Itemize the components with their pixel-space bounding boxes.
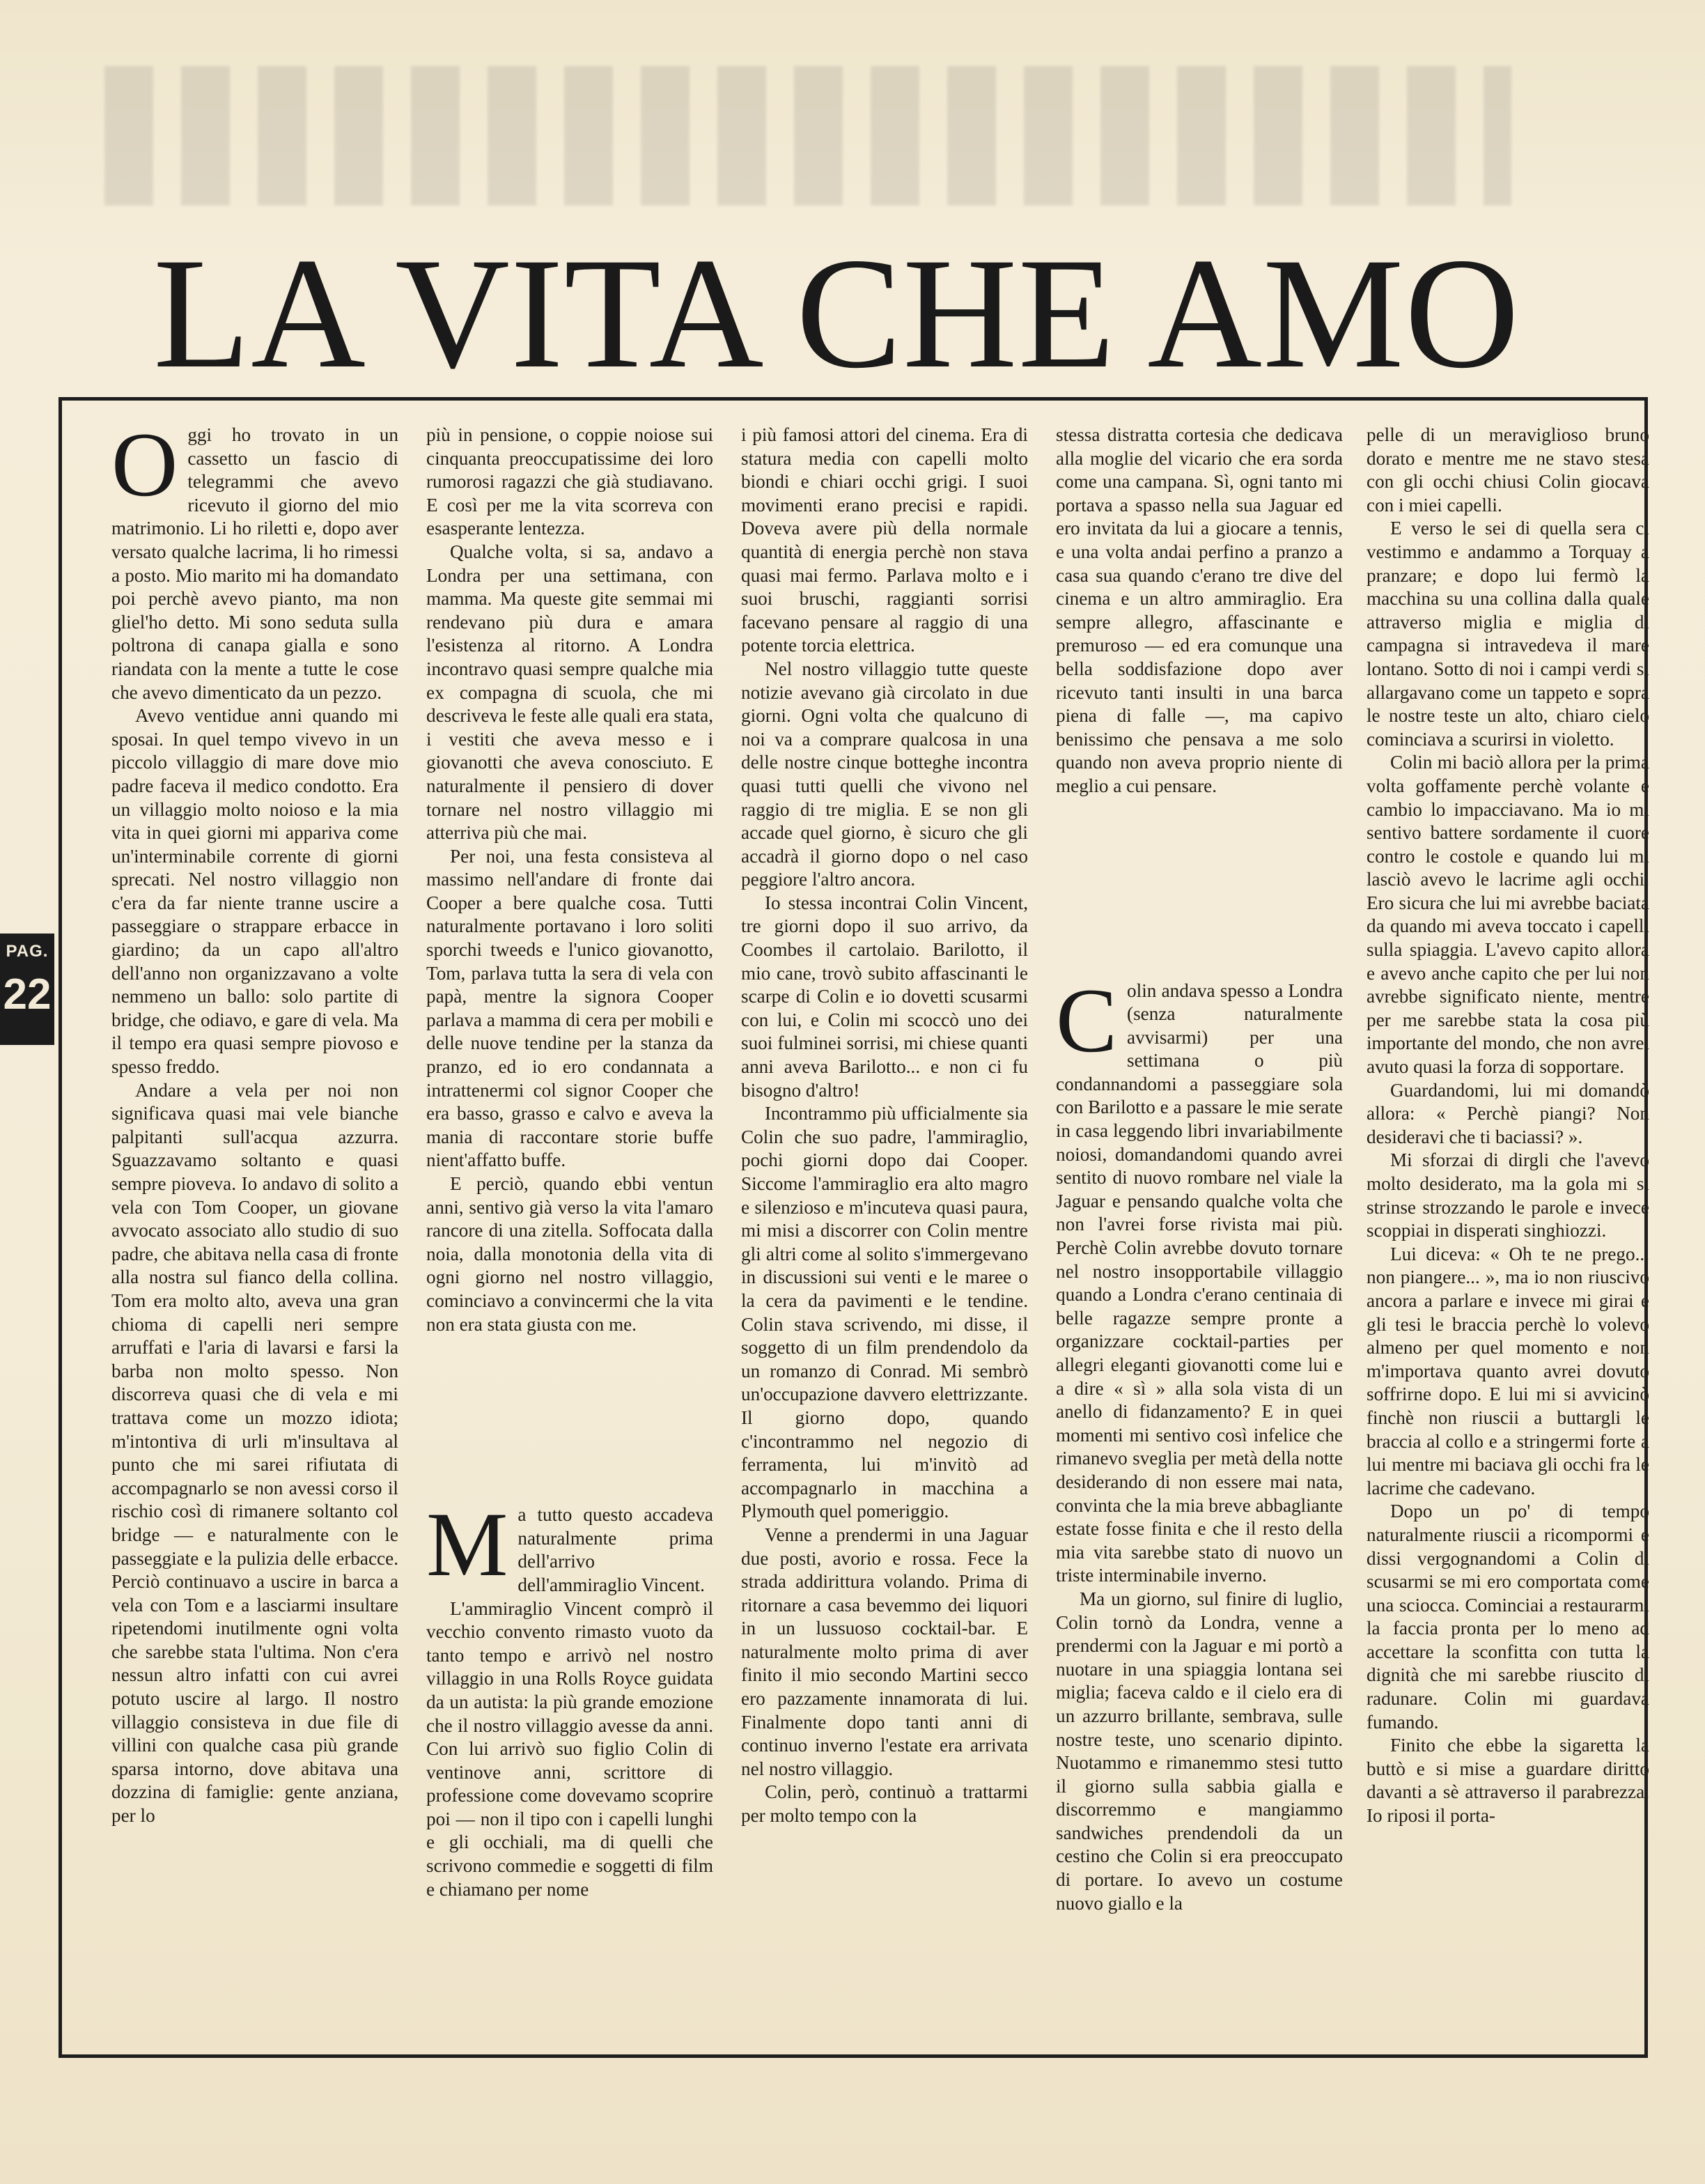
paragraph: E perciò, quando ebbi ventun anni, sentivo già verso la vita l'amaro rancore di una zitella. Soffocata dalla noia, dalla monotonia della vita di ogni giorno nel nostro villaggio, cominciavo a convincermi che la vita non era stata giusta con me. — [426, 1173, 713, 1335]
paragraph — [426, 1493, 713, 1597]
paragraph: Guardandomi, lui mi domandò allora: « Perchè piangi? Non desideravi che ti baciassi? ». — [1367, 1079, 1649, 1147]
drop-cap: O — [111, 413, 178, 516]
paragraph: Avevo ventidue anni quando mi sposai. In quel tempo vivevo in un piccolo villaggio di mare dove mio padre faceva il medico condotto. Era un villaggio molto noioso e la mia vita in quei giorni mi appariva come un'interminabile corrente di giorni sprecati. Nel nostro villaggio non c'era da far niente tranne uscire a passeggiare o strappare erbacce in giardino; da un capo all'altro dell'anno non organizzavano a volte nemmeno un ballo: solo partite di bridge, che odiavo, e gare di vela. Ma il tempo era quasi sempre piovoso e spesso freddo. — [111, 705, 398, 1078]
section-spacer — [426, 1336, 713, 1503]
column-5 — [1367, 424, 1649, 1828]
paragraph: Lui diceva: « Oh te ne prego... non piangere... », ma io non riuscivo ancora a parlare e invece mi girai e gli tesi le braccia perchè lo volevo almeno per quel momento e non m'importava quanto avrei dovuto soffrirne dopo. E lui mi si avvicinò finchè non riuscii a buttargli le braccia al collo e a stringermi forte a lui mentre mi baciava gli occhi fra le lacrime che cadevano. — [1367, 1243, 1649, 1498]
column-3 — [741, 424, 1028, 1828]
paragraph: più in pensione, o coppie noiose sui cinquanta preoccupatissime dei loro rumorosi ragazzi che già studiavano. E così per me la vita scorreva con esasperante lentezza. — [426, 424, 713, 539]
paragraph-text: olin andava spesso a Londra (senza naturalmente avvisarmi) per una settimana o più condannandomi a passeggiare sola con Barilotto e a passare le mie serate in casa leggendo libri invariabilmente noiosi, domandandomi quando avrei sentito di nuovo rombare nel viale la Jaguar e pensando qualche volta che non l'avrei forse rivista mai più. Perchè Colin avrebbe dovuto tornare nel nostro insopportabile villaggio quando a Londra c'erano centinaia di belle ragazze sempre pronte a organizzare cocktail-parties per allegri eleganti giovanotti come lui e a dire « sì » alla sola vista di un anello di fidanzamento? E in quei momenti mi sentivo così infelice che rimanevo sveglia per metà della notte desiderando di non essere mai nata, convinta che la mia breve abbagliante estate fosse finita e che il resto della mia vita sarebbe stato di nuovo un triste interminabile inverno. — [1056, 979, 1343, 1586]
paragraph: i più famosi attori del cinema. Era di statura media con capelli molto biondi e chiari occhi grigi. I suoi movimenti erano precisi e rapidi. Doveva avere più della normale quantità di energia perchè non stava quasi mai fermo. Parlava molto e i suoi bruschi, raggianti sorrisi facevano pensare al raggio di una potente torcia elettrica. — [741, 424, 1028, 656]
paragraph: Colin mi baciò allora per la prima volta goffamente perchè volante e cambio lo impacciavano. Ma io mi sentivo battere sordamente il cuore contro le costole e quando lui mi lasciò avevo le lacrime agli occhi. Ero sicura che lui mi avrebbe baciata da quando mi aveva toccato i capelli sulla spiaggia. L'avevo capito allora e avevo anche capito che per lui non avrebbe significato niente, mentre per me sarebbe stata la cosa più importante del mondo, che non avrei avuto quasi la forza di sopportare. — [1367, 752, 1649, 1078]
paragraph: Colin, però, continuò a trattarmi per molto tempo con la — [741, 1781, 1028, 1827]
paragraph: Andare a vela per noi non significava quasi mai vele bianche palpitanti sull'acqua azzurra. Sguazzavamo soltanto e quasi sempre pioveva. Io andavo di solito a vela con Tom Cooper, un giovane avvocato associato allo studio di suo padre, che abitava nella casa di fronte alla nostra sul fianco della collina. Tom era molto alto, aveva una gran chioma di capelli neri sempre arruffati e l'aria di lavarsi e farsi la barba non molto spesso. Non discorreva quasi che di vela e mi trattava come un mozzo idiota; m'intontiva di urli m'insultava al punto che mi sarei rifiutata di accompagnarlo se non avessi corso il rischio così di rimanere soltanto col bridge — e naturalmente con le passeggiate e la pulizia delle erbacce. Perciò continuavo a uscire in barca a vela con Tom e a lasciarmi insultare ripetendomi inutilmente ogni volta che sarebbe stata l'ultima. Non c'era nessun altro infatti con cui avrei potuto uscire al largo. Il nostro villaggio consisteva in due file di villini con qualche casa più grande sparsa intorno, dove abitava una dozzina di famiglie: gente anziana, per lo — [111, 1079, 398, 1827]
paragraph: Qualche volta, si sa, andavo a Londra per una settimana, con mamma. Ma queste gite semmai mi rendevano più dura e amara l'esistenza al ritorno. A Londra incontravo quasi sempre qualche mia ex compagna di scuola, che mi descriveva le feste alle quali era stata, i vestiti che aveva messo e i giovanotti che aveva conosciuto. E naturalmente il pensiero di dover tornare nel nostro villaggio mi atterriva più che mai. — [426, 541, 713, 844]
column-4 — [1056, 424, 1343, 1915]
section-spacer — [1056, 798, 1343, 979]
bleed-through-shadow — [104, 66, 1511, 206]
paragraph: Per noi, una festa consisteva al massimo nell'andare di fronte dai Cooper a bere qualche cosa. Tutti naturalmente portavano i loro soliti sporchi tweeds e l'unico giovanotto, Tom, parlava tutta la sera di vela con papà, mentre la signora Cooper parlava a mamma di cera per mobili e delle nuove tendine per la stanza da pranzo, ed io ero condannata a intrattenermi col signor Cooper che era basso, grasso e calvo e aveva la mania di raccontare storie buffe nient'affatto buffe. — [426, 845, 713, 1171]
column-1 — [111, 413, 398, 1828]
page-number: 22 — [3, 970, 52, 1019]
paragraph: E verso le sei di quella sera ci vestimmo e andammo a Torquay a pranzare; e dopo lui fermò la macchina su una collina dalla quale attraverso miglia e miglia di campagna si intravedeva il mare lontano. Sotto di noi i campi verdi si allargavano come un tappeto e sopra le nostre teste un alto, chiaro cielo cominciava a scurirsi in violetto. — [1367, 518, 1649, 750]
paragraph — [111, 413, 398, 704]
paragraph: Ma un giorno, sul finire di luglio, Colin tornò da Londra, venne a prendermi con la Jaguar e mi portò a nuotare in una spiaggia lontana sei miglia; faceva caldo e il cielo era di un azzurro brillante, sembrava, sulle nostre teste, uno scenario dipinto. Nuotammo e rimanemmo stesi tutto il giorno sulla sabbia gialla e discorremmo e mangiammo sandwiches prendendoli da un cestino che Colin si era preoccupato di portare. Io avevo un costume nuovo giallo e la — [1056, 1588, 1343, 1914]
paragraph: Mi sforzai di dirgli che l'avevo molto desiderato, ma la gola mi si strinse strozzando le parole e invece scoppiai in disperati singhiozzi. — [1367, 1149, 1649, 1241]
paragraph: stessa distratta cortesia che dedicava alla moglie del vicario che era sorda come una campana. Sì, ogni tanto mi portava a spasso nella sua Jaguar ed ero invitata da lui a giocare a tennis, e una volta andai perfino a pranzo a casa sua quando c'erano tre dive del cinema e un altro ammiraglio. Era sempre allegro, affascinante e premuroso — ed era comunque una bella soddisfazione dopo aver ricevuto tanti insulti in una barca piena di falle —, ma capivo benissimo che pensava a me solo quando non aveva proprio niente di meglio a cui pensare. — [1056, 424, 1343, 796]
paragraph: L'ammiraglio Vincent comprò il vecchio convento rimasto vuoto da tanto tempo e arrivò nel nostro villaggio in una Rolls Royce guidata da un autista: la più grande emozione che il nostro villaggio avesse da anni. Con lui arrivò suo figlio Colin di ventinove anni, scrittore di professione come dovevamo scoprire poi — non il tipo con i capelli lunghi e gli occhiali, ma di quelli che scrivono commedie e soggetti di film e chiamano per nome — [426, 1597, 713, 1900]
paragraph: Venne a prendermi in una Jaguar due posti, avorio e rossa. Fece la strada addirittura volando. Prima di ritornare a casa bevemmo dei liquori in un lussuoso cocktail-bar. E naturalmente molto prima di aver finito il mio secondo Martini secco ero pazzamente innamorata di lui. Finalmente dopo tanti anni di continuo inverno l'estate era arrivata nel nostro villaggio. — [741, 1524, 1028, 1779]
column-2 — [426, 424, 713, 1901]
paragraph-text: a tutto questo accadeva naturalmente prima dell'arrivo dell'ammiraglio Vincent. — [517, 1504, 713, 1595]
drop-cap: M — [426, 1493, 508, 1596]
drop-cap: C — [1056, 968, 1118, 1071]
paragraph-text: ggi ho trovato in un cassetto un fascio di telegrammi che avevo ricevuto il giorno del mio matrimonio. Li ho riletti e, dopo aver versato qualche lacrima, li ho rimessi a posto. Mio marito mi ha domandato poi perchè avevo pianto, ma non gliel'ho detto. Mi sono seduta sulla poltrona di canapa gialla e sono riandata con la mente a tutte le cose che avevo dimenticato da un pezzo. — [111, 424, 398, 703]
paragraph: pelle di un meraviglioso bruno dorato e mentre me ne stavo stesa con gli occhi chiusi Colin giocava con i miei capelli. — [1367, 424, 1649, 516]
paragraph — [1056, 968, 1343, 1588]
paragraph: Finito che ebbe la sigaretta la buttò e si mise a guardare diritto davanti a sè attraverso il parabrezza. Io riposi il porta- — [1367, 1735, 1649, 1827]
page-number-tab — [0, 934, 54, 1045]
paragraph: Dopo un po' di tempo naturalmente riuscii a ricompormi e dissi vergognandomi a Colin di scusarmi se mi ero comportata come una sciocca. Cominciai a restaurarmi la faccia pronta per lo meno ad accettare la sconfitta con tutta la dignità che mi sarebbe riuscito di radunare. Colin mi guardava fumando. — [1367, 1501, 1649, 1733]
page-label: PAG. — [6, 942, 49, 961]
paragraph: Nel nostro villaggio tutte queste notizie avevano già circolato in due giorni. Ogni volta che qualcuno di noi va a comprare qualcosa in una delle nostre cinque botteghe incontra quasi tutti quelli che vivono nel raggio di tre miglia. E se non gli accade quel giorno, è sicuro che gli accadrà il giorno dopo o nel caso peggiore l'altro ancora. — [741, 658, 1028, 890]
article-title: LA VITA CHE AMO — [153, 226, 1520, 401]
paragraph: Io stessa incontrai Colin Vincent, tre giorni dopo il suo arrivo, da Coombes il cartolaio. Barilotto, il mio cane, trovò subito affascinanti le scarpe di Colin e io dovetti scusarmi con lui, e Colin mi scoccò uno dei suoi fulminei sorrisi, mi chiese quanti anni aveva Barilotto... e non ci fu bisogno d'altro! — [741, 892, 1028, 1101]
paragraph: Incontrammo più ufficialmente sia Colin che suo padre, l'ammiraglio, pochi giorni dopo dai Cooper. Siccome l'ammiraglio era alto magro e silenzioso e m'incuteva quasi paura, mi misi a discorrer con Colin mentre gli altri come al solito s'immergevano in discussioni sui venti e le maree o la cera da pavimenti e le tendine. Colin stava scrivendo, mi disse, il soggetto di un film prendendolo da un romanzo di Conrad. Mi sembrò un'occupazione davvero elettrizzante. Il giorno dopo, quando c'incontrammo nel negozio di ferramenta, lui m'invitò ad accompagnarlo in macchina a Plymouth quel pomeriggio. — [741, 1103, 1028, 1522]
